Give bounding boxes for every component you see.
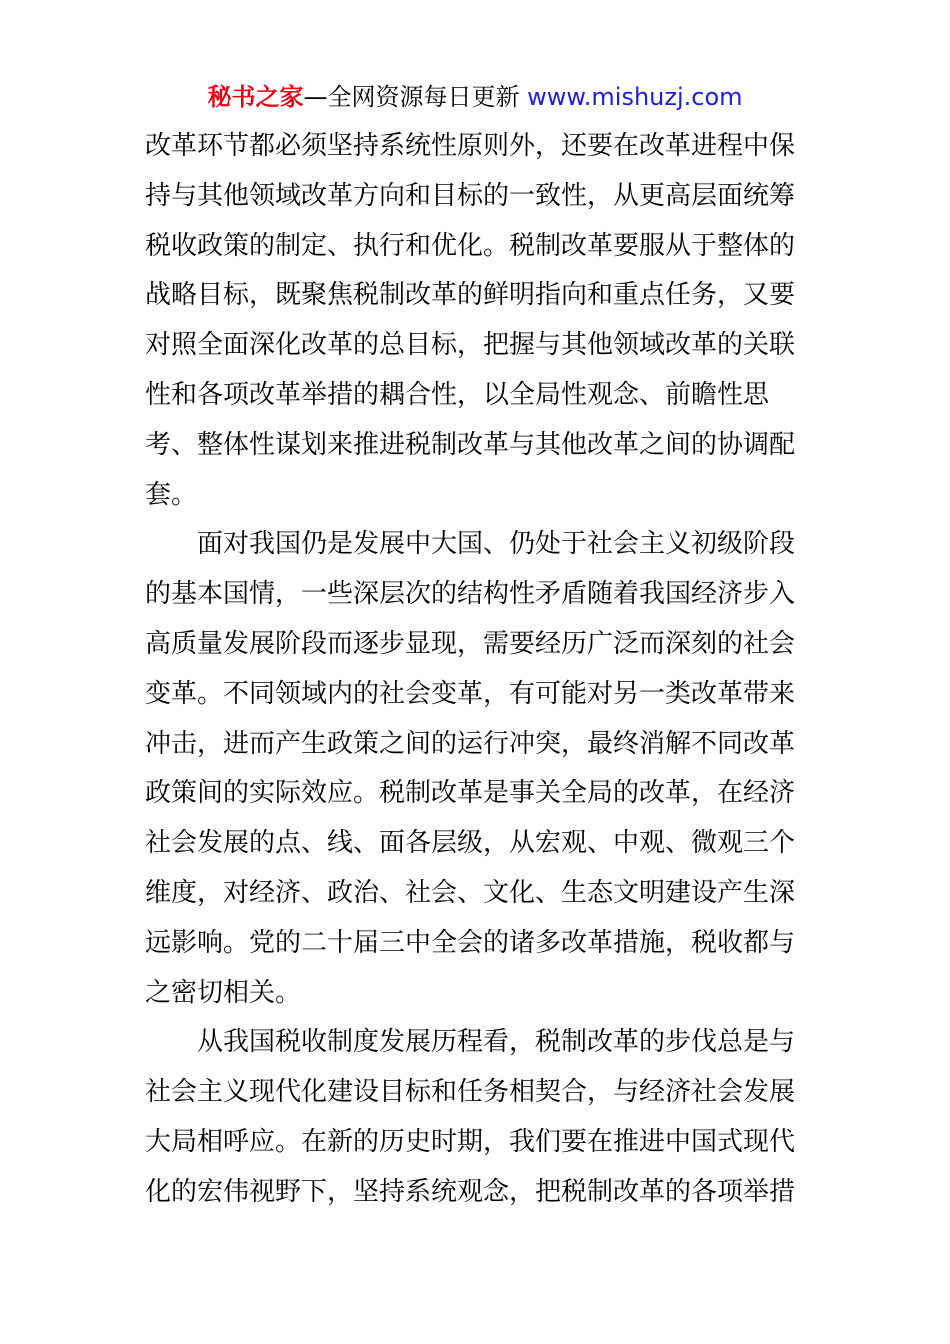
document-body bbox=[145, 122, 815, 1218]
text-line: 战略目标，既聚焦税制改革的鲜明指向和重点任务，又要 bbox=[145, 280, 796, 311]
text-line: 之密切相关。 bbox=[145, 977, 302, 1008]
text-line: 社会主义现代化建设目标和任务相契合，与经济社会发展 bbox=[145, 1077, 796, 1108]
paragraph-first-line: 从我国税收制度发展历程看，税制改革的步伐总是与 bbox=[197, 1027, 796, 1058]
text-line: 套。 bbox=[145, 479, 198, 510]
text-line: 大局相呼应。在新的历史时期，我们要在推进中国式现代 bbox=[145, 1126, 796, 1157]
text-line: 性和各项改革举措的耦合性，以全局性观念、前瞻性思 bbox=[145, 379, 770, 410]
site-brand: 秘书之家 bbox=[207, 83, 304, 111]
paragraph-first-line: 面对我国仍是发展中大国、仍处于社会主义初级阶段 bbox=[197, 529, 796, 560]
text-line: 政策间的实际效应。税制改革是事关全局的改革，在经济 bbox=[145, 778, 796, 809]
text-line: 变革。不同领域内的社会变革，有可能对另一类改革带来 bbox=[145, 678, 796, 709]
text-line: 化的宏伟视野下，坚持系统观念，把税制改革的各项举措 bbox=[145, 1176, 796, 1207]
text-line: 考、整体性谋划来推进税制改革与其他改革之间的协调配 bbox=[145, 429, 796, 460]
text-line: 改革环节都必须坚持系统性原则外，还要在改革进程中保 bbox=[145, 131, 796, 161]
text-line: 社会发展的点、线、面各层级，从宏观、中观、微观三个 bbox=[145, 828, 796, 859]
site-header bbox=[0, 80, 950, 114]
site-url-link[interactable]: www.mishuzj.com bbox=[527, 83, 743, 111]
text-line: 高质量发展阶段而逐步显现，需要经历广泛而深刻的社会 bbox=[145, 628, 796, 659]
text-line: 冲击，进而产生政策之间的运行冲突，最终消解不同改革 bbox=[145, 728, 796, 759]
text-line: 维度，对经济、政治、社会、文化、生态文明建设产生深 bbox=[145, 877, 796, 908]
site-tagline: —全网资源每日更新 bbox=[303, 83, 528, 111]
text-line: 的基本国情，一些深层次的结构性矛盾随着我国经济步入 bbox=[145, 579, 796, 610]
text-line: 远影响。党的二十届三中全会的诸多改革措施，税收都与 bbox=[145, 927, 796, 958]
text-line: 对照全面深化改革的总目标，把握与其他领域改革的关联 bbox=[145, 330, 796, 361]
text-line: 持与其他领域改革方向和目标的一致性，从更高层面统筹 bbox=[145, 180, 796, 211]
text-line: 税收政策的制定、执行和优化。税制改革要服从于整体的 bbox=[145, 230, 796, 261]
